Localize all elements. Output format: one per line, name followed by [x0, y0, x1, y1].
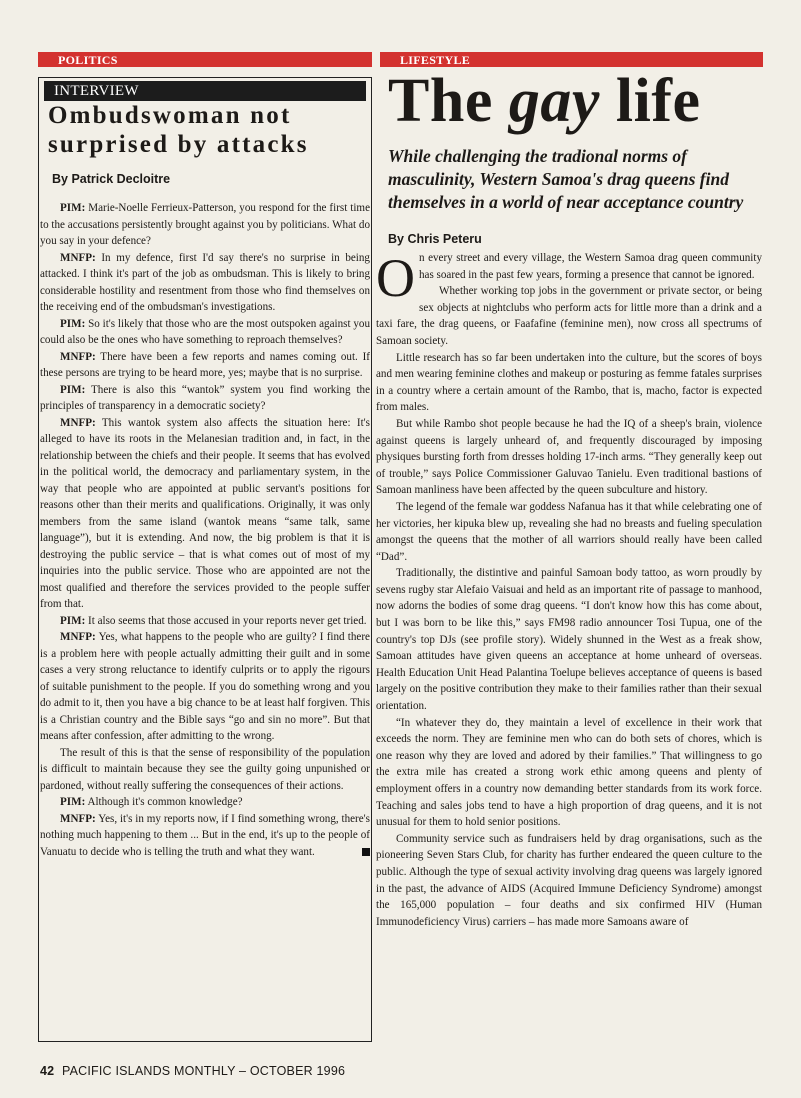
- interview-paragraph: [40, 811, 370, 861]
- interview-paragraph: [40, 613, 370, 630]
- feature-paragraph: But while Rambo shot people because he had the IQ of a sheep's brain, violence against queens is largely unheard of, and frequently discouraged by imposing physiques bursting forth from dresses holding 17-inch arms. “They generally keep out of trouble,” says Police Commissioner Galuvao Tanielu. Even traditional bastions of Samoan manliness have been affected by the queen subculture and history.: [376, 417, 762, 497]
- paragraph-text: There have been a few reports and names coming out. If these persons are trying to be heard more, yes; maybe that is no surprise.: [40, 350, 370, 379]
- feature-deck: While challenging the tradional norms of masculinity, Western Samoa's drag queens find themselves in a world of near acceptance country: [388, 146, 744, 212]
- speaker: PIM:: [60, 202, 86, 214]
- section-label: LIFESTYLE: [400, 53, 471, 67]
- paragraph-text: There is also this “wantok” system you find working the principles of transparency in a democratic society?: [40, 383, 370, 412]
- page-number: 42: [40, 1064, 55, 1078]
- feature-paragraph: Community service such as fundraisers held by drag organisations, such as the pioneering Seven Stars Club, for charity has further endeared the queen culture to the public. Although the type of sexual activity involving drag queens was largely ignored in the past, the advance of AIDS (Acquired Immune Deficiency Syndrome) amongst the 165,000 population – four deaths and six confirmed HIV (Human Immunodeficiency Virus) carriers – has made more Samoans aware of: [376, 832, 762, 928]
- speaker: MNFP:: [60, 251, 96, 264]
- feature-byline: By Chris Peteru: [388, 232, 482, 246]
- interview-byline: By Patrick Decloitre: [52, 172, 171, 186]
- paragraph-text: So it's likely that those who are the most outspoken against you could also be the ones who have something to reproach themselves?: [40, 317, 371, 346]
- section-label: POLITICS: [58, 53, 118, 67]
- interview-paragraph: [40, 629, 370, 745]
- interview-paragraph: [40, 382, 370, 415]
- speaker: MNFP:: [60, 416, 96, 429]
- interview-paragraph: [40, 316, 370, 349]
- headline-part: life: [599, 67, 701, 135]
- publication-line: PACIFIC ISLANDS MONTHLY – OCTOBER 1996: [62, 1064, 346, 1078]
- page-footer: [40, 1064, 345, 1078]
- paragraph-text: Although it's common knowledge?: [87, 796, 243, 808]
- feature-paragraph: Little research has so far been undertaken into the culture, but the scores of boys and men wearing feminine clothes and makeup or posturing as femme fatales surprises in a country where a certain amount of the Rambo, that is, macho, factor is expected from males.: [376, 351, 762, 414]
- paragraph-text: Yes, it's in my reports now, if I find something wrong, there's nothing much happening to them ... But in the end, it's up to the people of Vanuatu to decide who is telling the truth and what they want.: [40, 812, 370, 858]
- speaker: MNFP:: [60, 350, 96, 363]
- speaker: MNFP:: [60, 812, 96, 825]
- feature-paragraph: “In whatever they do, they maintain a level of excellence in their work that exceeds the norm. They are feminine men who can do both sets of chores, which is one reason why they are loved and adored by their families.” That willingness to go the extra mile has created a strong work ethic among queens and plenty of employment offers in a country now demanding better standards from its work force. Teaching and sales jobs tend to have a high proportion of drag queens, and it is not unusual for them to hold senior positions.: [376, 716, 762, 829]
- feature-body: [376, 250, 762, 930]
- interview-body: [40, 200, 370, 860]
- feature-paragraph: Whether working top jobs in the government or private sector, or being sex objects at nightclubs who perform acts for little more than a drink and a taxi fare, the drag queens, or Faafafine (feminine men), now cross all spectrums of Samoan society.: [376, 285, 762, 347]
- speaker: PIM:: [60, 614, 86, 627]
- headline-line: Ombudswoman not: [48, 102, 292, 129]
- interview-paragraph: [40, 200, 370, 250]
- paragraph-text: In my defence, first I'd say there's no surprise in being attacked. I think it's part of the job as ombudsman. This is likely to bring considerable hostility and resentment from those who find themselves on the receiving end of the ombudsman's investigations.: [40, 251, 370, 313]
- feature-paragraph: [376, 248, 762, 308]
- section-bar-lifestyle: [380, 52, 763, 67]
- section-bar-politics: [38, 52, 372, 67]
- interview-label: INTERVIEW: [54, 83, 139, 99]
- paragraph-text: The result of this is that the sense of responsibility of the population is difficult to maintain because they see the guilty going unpunished or pardoned, without really suffering the consequences of their actions.: [40, 746, 370, 792]
- drop-cap: O: [376, 248, 415, 308]
- end-of-story-icon: [362, 848, 370, 856]
- speaker: PIM:: [60, 796, 86, 808]
- interview-paragraph: [40, 745, 370, 795]
- interview-paragraph: [40, 415, 370, 613]
- interview-paragraph: [40, 349, 370, 382]
- speaker: MNFP:: [60, 631, 96, 643]
- paragraph-text: It also seems that those accused in your reports never get tried.: [88, 614, 367, 627]
- feature-paragraph: The legend of the female war goddess Nafanua has it that while celebrating one of her victories, her kipuka blew up, revealing she had no breasts and fueling speculation amongst the queens that the mother of all warriors should really have been called “Dad”.: [376, 500, 762, 563]
- speaker: PIM:: [60, 317, 86, 330]
- paragraph-text: Marie-Noelle Ferrieux-Patterson, you respond for the first time to the accusations persistently brought against you by politicians. What do you say in your defence?: [40, 202, 370, 247]
- paragraph-text: Yes, what happens to the people who are guilty? I find there is a problem here with people actually admitting their guilt and in some cases a very strong reluctance to identify culprits or to apply the rigours of suitable punishment to the people. If you do something wrong and you do admit to it, then you have a big chance to be at least half forgiven. This is a Christian country and the Bible says “go and sin no more”. But that means after confession, after admitting to the wrong.: [40, 631, 370, 742]
- feature-headline: [388, 66, 701, 136]
- paragraph-text: This wantok system also affects the situation here: It's alleged to have its roots in the Melanesian tradition and, in fact, in the relationship between the chiefs and their people. It seems that has evolved in the political world, the democracy and parliamentary system, in the way that people who are appointed at public servant's positions for reasons other than their merits and qualifications. Originally, it was only members from the same island (wantok means “same talk, same language”), but it is extending. And now, the big problem is that it is destroying the public service – that is what comes out of most of my inquiries into the public service. Those who are appointed are not the most qualified and therefore the services provided to the people suffer from that.: [40, 416, 370, 610]
- paragraph-text: n every street and every village, the Western Samoa drag queen community has soared in the past few years, forming a presence that cannot be ignored.: [419, 252, 762, 281]
- interview-paragraph: [40, 794, 370, 811]
- headline-italic-word: gay: [508, 67, 600, 135]
- interview-paragraph: [40, 250, 370, 316]
- headline-line: surprised by attacks: [48, 131, 309, 158]
- feature-paragraph: Traditionally, the distintive and painful Samoan body tattoo, as worn proudly by sevens rugby star Alefaio Vaisuai and held as an important rite of passage to manhood, now adorns the bodies of some drag queens. “I don't know how this has come about, but I was born to be like this,” says FM98 radio announcer Tosi Tupua, one of the country's top DJs (see profile story). Widely shunned in the West as a freak show, Samoan attitudes have given queens an acceptance at home unheard of overseas. Health Education Unit Head Palantina Toelupe believes acceptance of queens is based largely on the positive contribution they make to their families rather than their sexual orientation.: [376, 567, 762, 713]
- interview-headline: [48, 101, 368, 159]
- headline-part: The: [388, 67, 509, 135]
- interview-label-bar: [44, 81, 366, 101]
- speaker: PIM:: [60, 383, 86, 396]
